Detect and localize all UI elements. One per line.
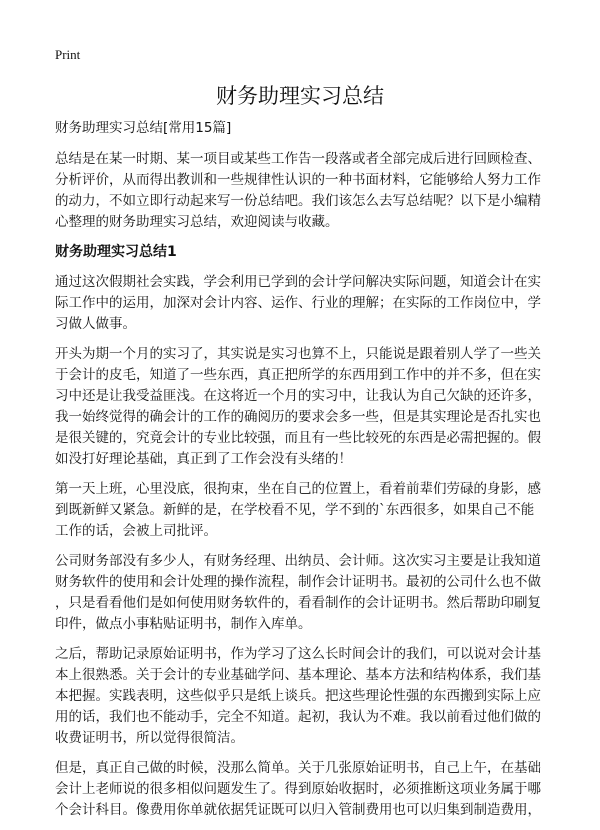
body-paragraph	[55, 344, 555, 470]
print-link[interactable]: Print	[55, 47, 81, 62]
section-heading: 财务助理实习总结1	[55, 244, 177, 260]
body-paragraph	[55, 644, 555, 749]
text-line: 是很关键的，究竟会计的专业比较强，而且有一些比较死的东西是必需把握的。假	[55, 430, 541, 446]
text-line: 分析评价，从而得出教训和一些规律性认识的一种书面材料，它能够给人努力工作	[55, 172, 541, 188]
text-line: 开头为期一个月的实习了，其实说是实习也算不上，只能说是跟着别人学了一些关	[55, 346, 541, 362]
document-body	[55, 118, 555, 830]
text-line: 个会计科目。像费用你单就依据凭证既可以归入管制费用也可以归集到制造费用，	[55, 802, 541, 818]
text-line: 公司财务部没有多少人，有财务经理、出纳员、会计师。这次实习主要是让我知道	[55, 553, 541, 569]
text-line: 会计上老师说的很多相似问题发生了。得到原始收据时，必须推断这项业务属于哪	[55, 781, 541, 797]
text-line: 心整理的财务助理实习总结，欢迎阅读与收藏。	[55, 214, 339, 230]
body-paragraph	[55, 272, 555, 335]
text-line: 通过这次假期社会实践，学会利用已学到的会计学问解决实际问题，知道会计在实	[55, 274, 541, 290]
text-line: 到既新鲜又紧急。新鲜的是，在学校看不见，学不到的`东西很多，如果自己不能	[55, 502, 535, 518]
page-title: 财务助理实习总结	[216, 84, 384, 108]
text-line: 习中还是让我受益匪浅。在这将近一个月的实习中，让我认为自己欠缺的还许多，	[55, 388, 541, 404]
text-line: 我一始终觉得的确会计的工作的确阅历的要求会多一些，但是其实理论是否扎实也	[55, 409, 541, 425]
text-line: 之后，帮助记录原始证明书，作为学习了这么长时间会计的我们，可以说对会计基	[55, 646, 541, 662]
body-paragraph	[55, 551, 555, 635]
body-paragraph	[55, 758, 555, 821]
body-paragraph	[55, 479, 555, 542]
text-line: 的动力，不如立即行动起来写一份总结吧。我们该怎么去写总结呢？以下是小编精	[55, 193, 541, 209]
text-line: 本把握。实践表明，这些似乎只是纸上谈兵。把这些理论性强的东西搬到实际上应	[55, 688, 541, 704]
text-line: 于会计的皮毛，知道了一些东西，真正把所学的东西用到工作中的并不多，但在实	[55, 367, 541, 383]
text-line: 工作的话，会被上司批评。	[55, 523, 217, 539]
text-line: 如没打好理论基础，真正到了工作会没有头绪的！	[55, 451, 352, 467]
text-line: 印件，做点小事粘贴证明书，制作入库单。	[55, 616, 312, 632]
text-line: 本上很熟悉。关于会计的专业基础学问、基本理论、基本方法和结构体系，我们基	[55, 667, 541, 683]
text-line: 财务软件的使用和会计处理的操作流程，制作会计证明书。最初的公司什么也不做	[55, 574, 541, 590]
text-line: 收费证明书，所以觉得很简洁。	[55, 730, 244, 746]
text-line: 但是，真正自己做的时候，没那么简单。关于几张原始证明书，自己上午，在基础	[55, 760, 541, 776]
intro-paragraph	[55, 149, 555, 233]
text-line: 用的话，我们也不能动手，完全不知道。起初，我认为不难。我以前看过他们做的	[55, 709, 541, 725]
text-line: 总结是在某一时期、某一项目或某些工作告一段落或者全部完成后进行回顾检查、	[55, 151, 541, 167]
section-paragraphs	[55, 272, 555, 821]
text-line: 习做人做事。	[55, 316, 136, 332]
text-line: 际工作中的运用，加深对会计内容、运作、行业的理解；在实际的工作岗位中，学	[55, 295, 541, 311]
document-subtitle: 财务助理实习总结[常用15篇]	[55, 120, 232, 136]
text-line: 第一天上班，心里没底，很拘束，坐在自己的位置上，看着前辈们劳碌的身影，感	[55, 481, 541, 497]
text-line: ，只是看看他们是如何使用财务软件的，看看制作的会计证明书。然后帮助印刷复	[55, 595, 541, 611]
